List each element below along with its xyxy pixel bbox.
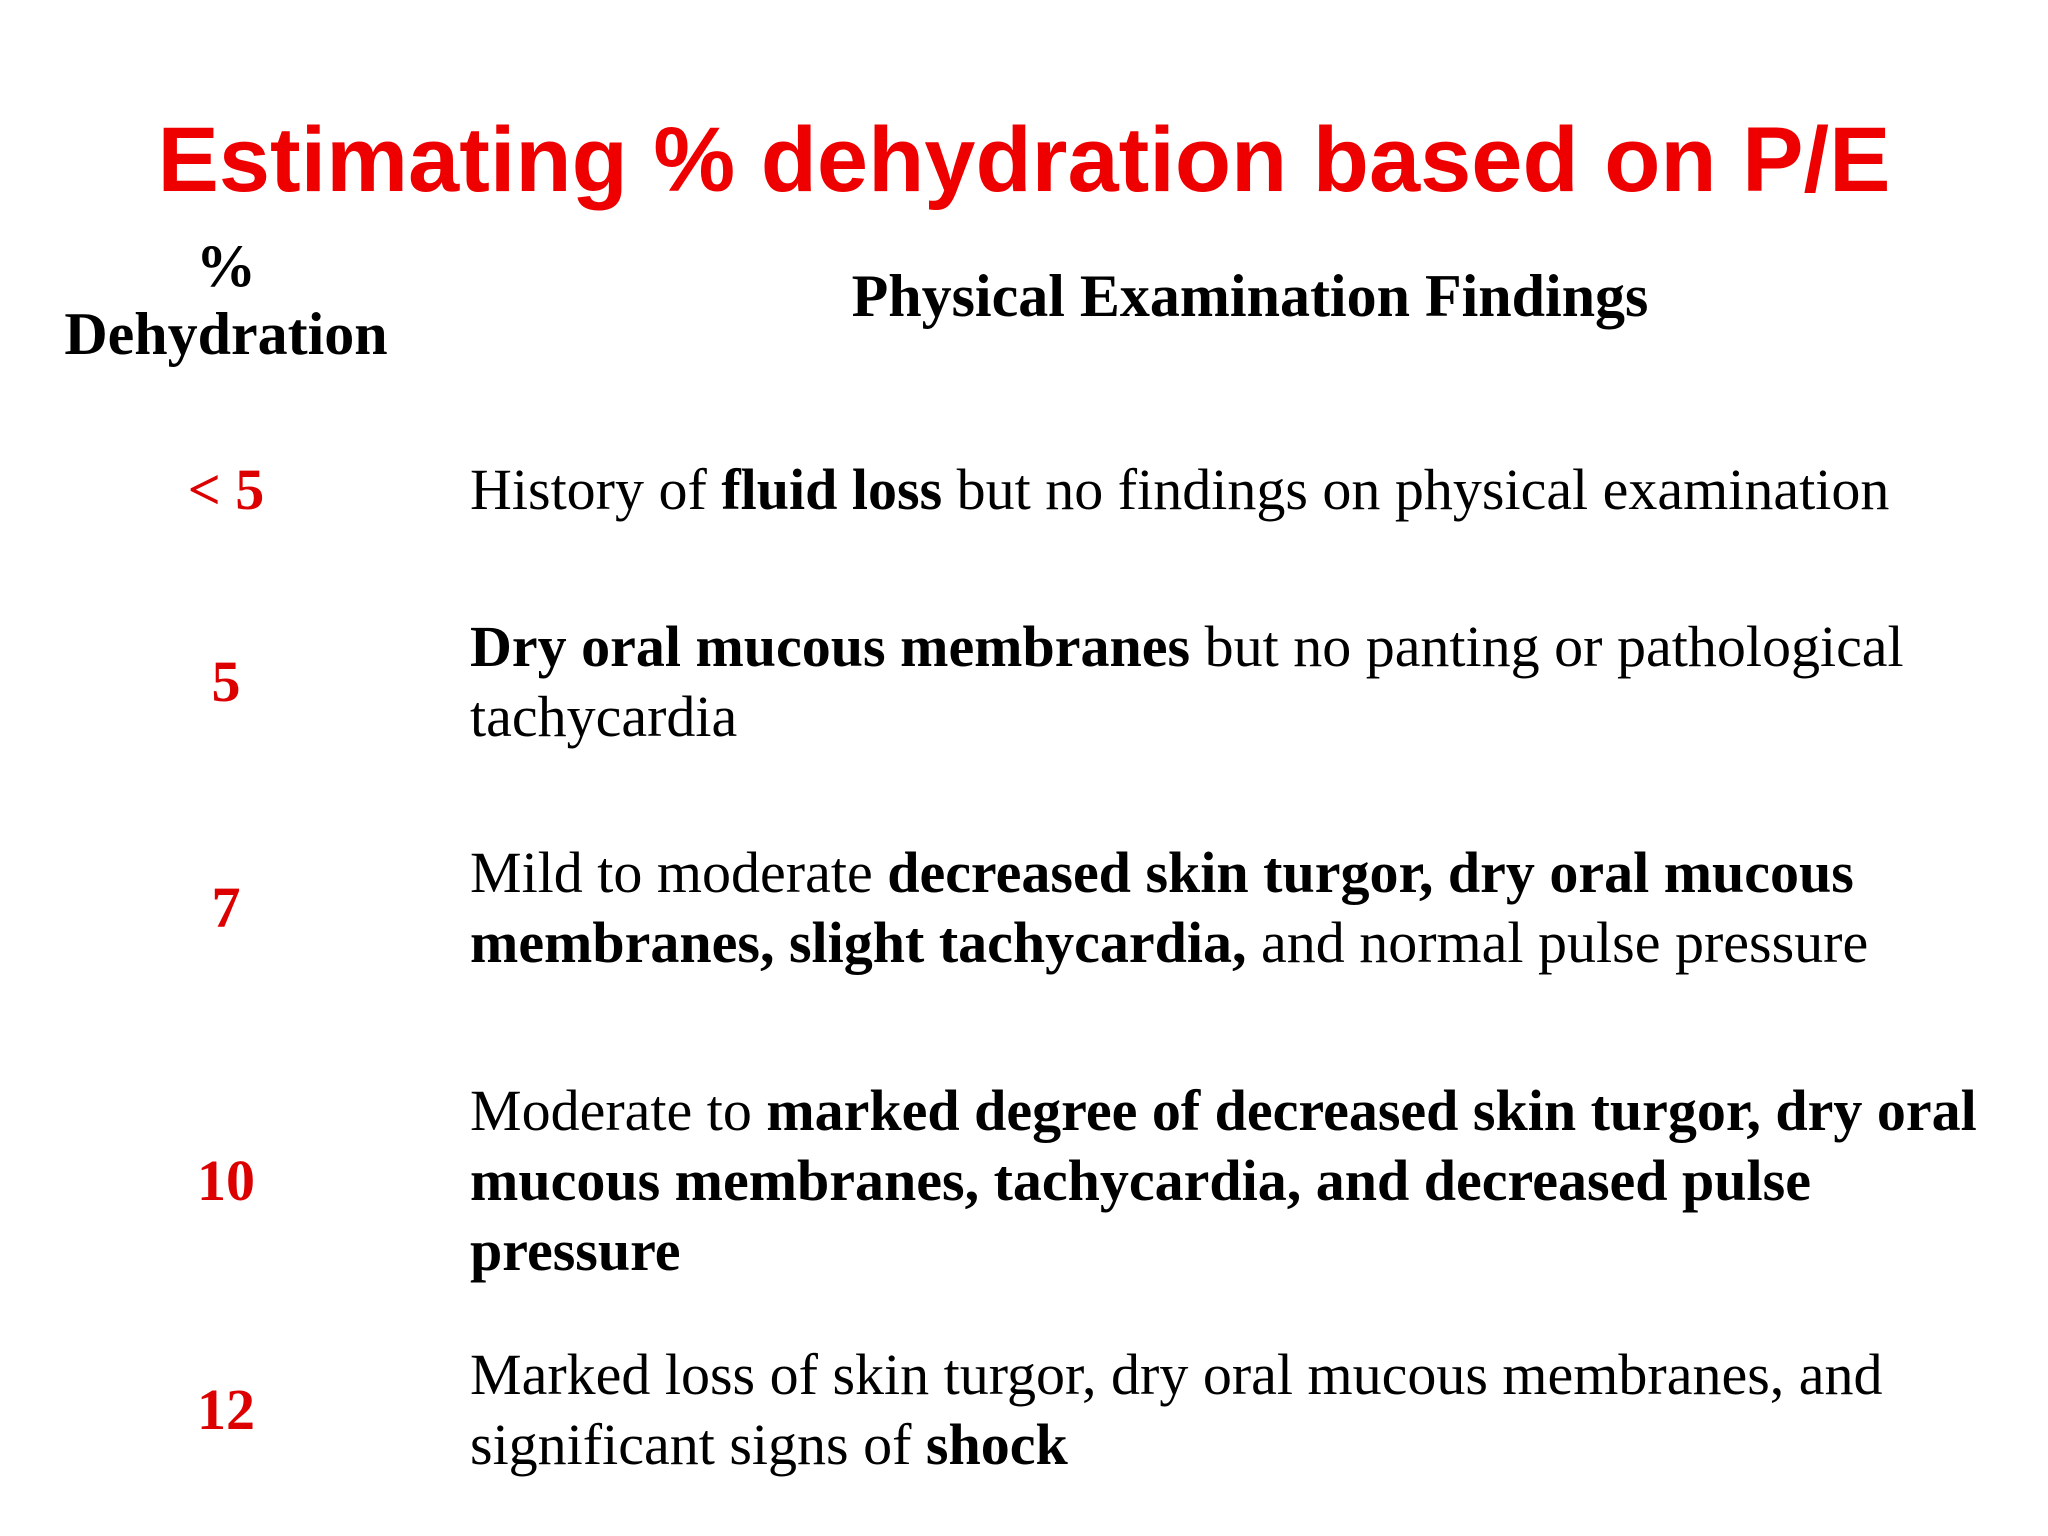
finding-segment: but no findings on physical examination [942, 457, 1890, 522]
finding-text [470, 455, 2030, 525]
finding-segment: Mild to moderate [470, 840, 888, 905]
finding-text [470, 612, 2030, 752]
finding-bold-segment: marked degree of decreased skin turgor, dry oral mucous membranes, tachycardia, and decreased pulse pressure [470, 1078, 1977, 1283]
percent-header-line2: Dehydration [64, 301, 388, 367]
percent-value: 7 [211, 875, 241, 940]
finding-segment: History of [470, 457, 722, 522]
finding-bold-segment: decreased skin turgor, dry oral mucous membranes, slight tachycardia, [470, 840, 1854, 975]
page-title: Estimating % dehydration based on P/E [157, 109, 1891, 211]
percent-value: 5 [211, 649, 241, 714]
percent-value: < 5 [187, 457, 265, 522]
findings-header: Physical Examination Findings [851, 263, 1649, 329]
finding-bold-segment: Dry oral mucous membranes [470, 614, 1191, 679]
percent-value: 10 [197, 1148, 255, 1213]
finding-text [470, 838, 2030, 978]
finding-segment: Marked loss of skin turgor, dry oral mucous membranes, and significant signs of [470, 1342, 1883, 1477]
finding-bold-segment: shock [925, 1412, 1068, 1477]
percent-dehydration-header [28, 232, 424, 368]
finding-bold-segment: fluid loss [721, 457, 943, 522]
percent-header-line1: % [196, 233, 256, 299]
finding-segment: Moderate to [470, 1078, 767, 1143]
finding-text [470, 1340, 2030, 1480]
finding-segment: and normal pulse pressure [1246, 910, 1869, 975]
finding-text [470, 1076, 2030, 1286]
finding-segment: but no panting or pathological tachycardia [470, 614, 1904, 749]
percent-value: 12 [197, 1377, 255, 1442]
